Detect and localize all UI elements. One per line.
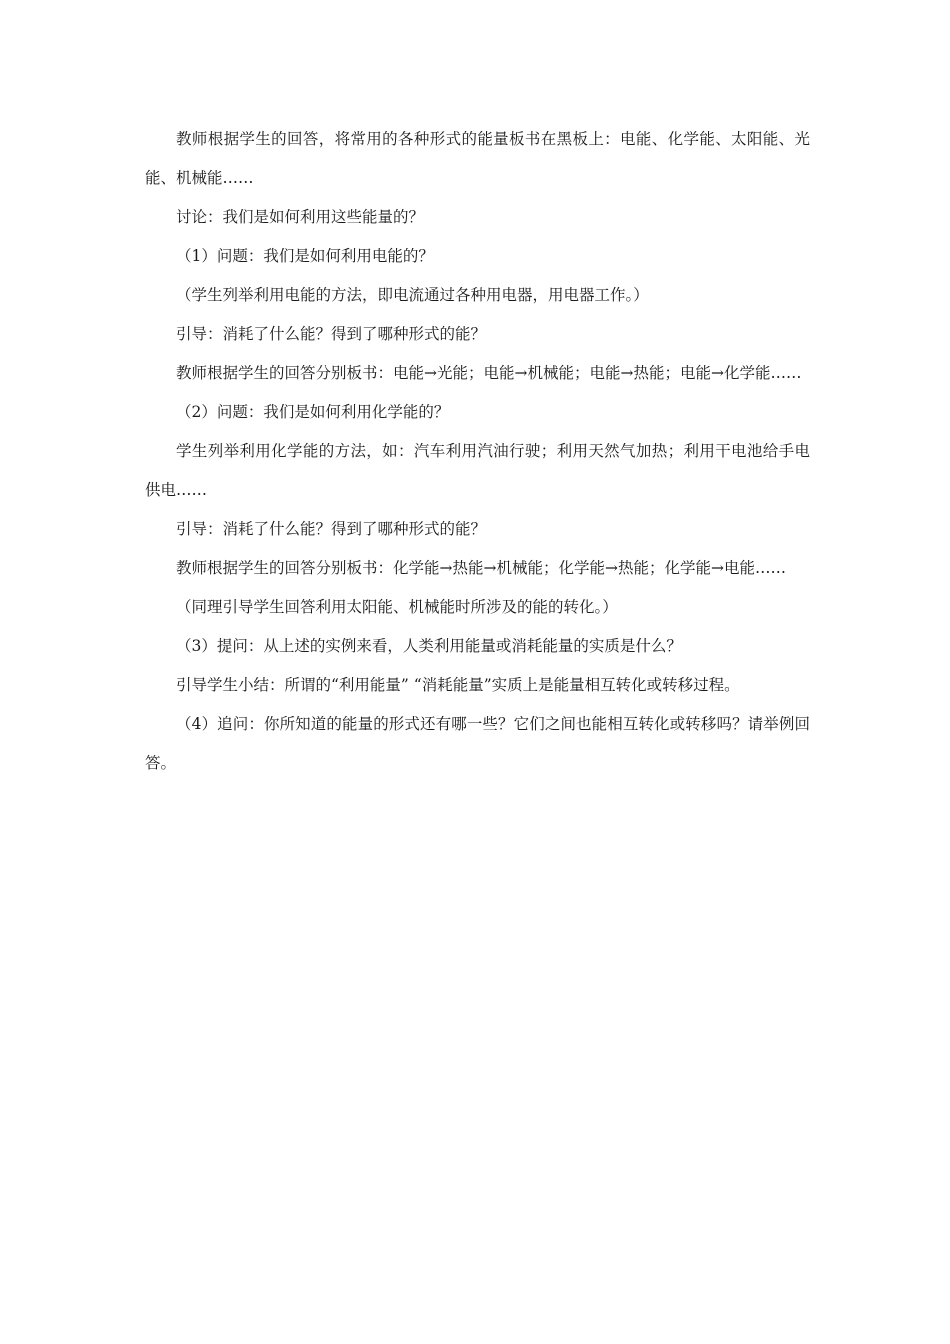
paragraph-board-chemical: 教师根据学生的回答分别板书：化学能→热能→机械能；化学能→热能；化学能→电能…… [176, 559, 786, 577]
paragraph-student-chemical: 学生列举利用化学能的方法，如：汽车利用汽油行驶；利用天然气加热；利用干电池给手电供电…… [145, 442, 810, 499]
paragraph-board-electric: 教师根据学生的回答分别板书：电能→光能；电能→机械能；电能→热能；电能→化学能…… [176, 364, 802, 382]
paragraph-discussion: 讨论：我们是如何利用这些能量的？ [176, 208, 425, 226]
paragraph-question-4: （4）追问：你所知道的能量的形式还有哪一些？它们之间也能相互转化或转移吗？请举例回答。 [145, 715, 810, 772]
paragraph-question-1: （1）问题：我们是如何利用电能的？ [176, 247, 434, 265]
paragraph-question-2: （2）问题：我们是如何利用化学能的？ [176, 403, 450, 421]
paragraph-similar-guide: （同理引导学生回答利用太阳能、机械能时所涉及的能的转化。） [176, 598, 618, 616]
paragraph-question-3: （3）提问：从上述的实例来看，人类利用能量或消耗能量的实质是什么？ [176, 637, 682, 655]
paragraph-student-electric: （学生列举利用电能的方法，即电流通过各种用电器，用电器工作。） [176, 286, 649, 304]
paragraph-guide-2: 引导：消耗了什么能？得到了哪种形式的能？ [176, 520, 487, 538]
paragraph-guide-1: 引导：消耗了什么能？得到了哪种形式的能？ [176, 325, 487, 343]
document-body [145, 120, 810, 783]
paragraph-summary: 引导学生小结：所谓的“利用能量” “消耗能量”实质上是能量相互转化或转移过程。 [176, 676, 740, 694]
paragraph-energy-forms: 教师根据学生的回答，将常用的各种形式的能量板书在黑板上：电能、化学能、太阳能、光能、机械能…… [145, 130, 810, 187]
